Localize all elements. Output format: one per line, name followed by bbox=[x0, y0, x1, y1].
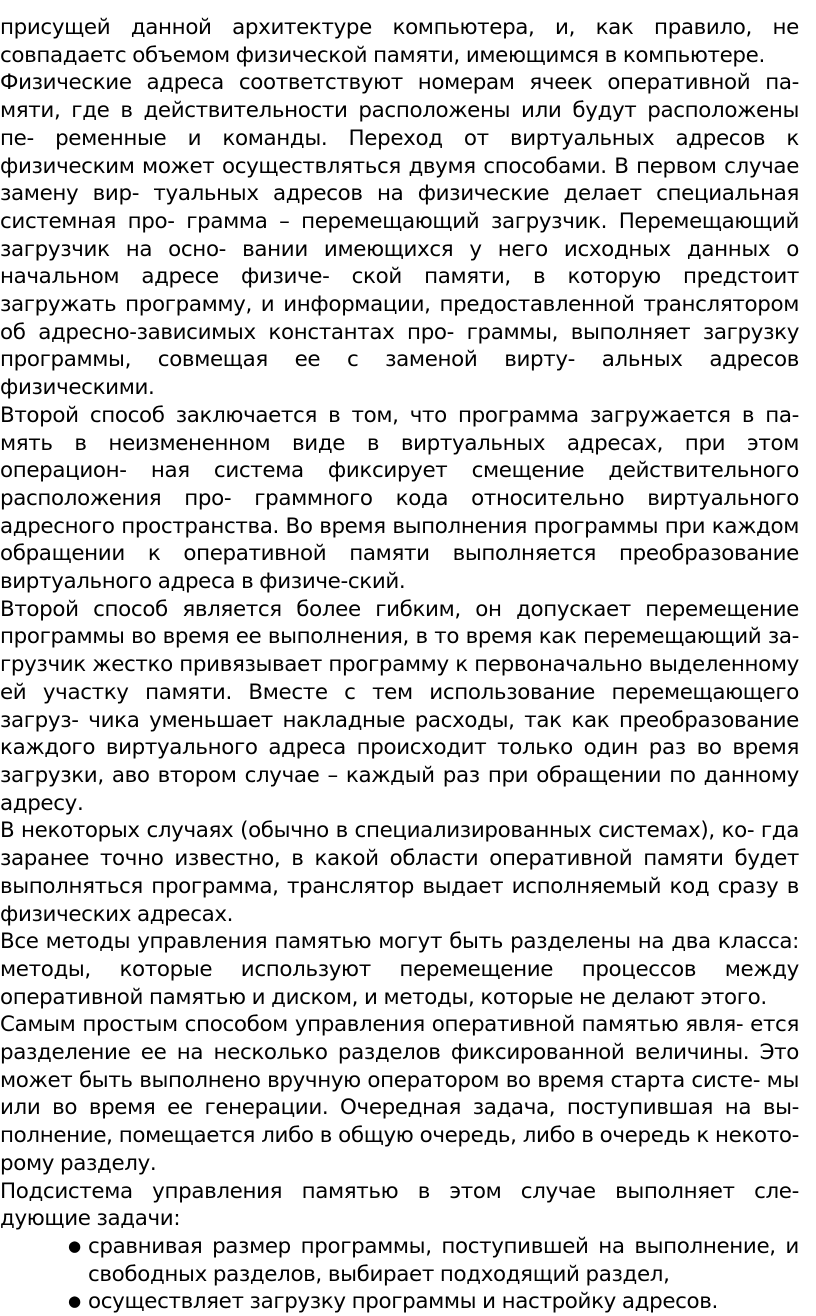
list-item-text: сравнивая размер программы, поступившей на выполнение, и свободных разделов, выбирает подходящий раздел, bbox=[88, 1233, 799, 1287]
list-item-text: осуществляет загрузку программы и настройку адресов. bbox=[88, 1289, 719, 1315]
bullet-icon: ● bbox=[68, 1292, 81, 1311]
paragraph-method-comparison: Второй способ является более гибким, он допускает перемещение программы во время ее выполнения, в то время как перемещающий за- грузчик жестко привязывает программу к первоначально выделенному ей участку памяти. Вместе с тем использование перемещающего загруз- чика уменьшает накладные расходы, так как преобразование каждого виртуального адреса происходит только один раз во время загрузки, аво втором случае – каждый раз при обращении по данному адресу. bbox=[0, 596, 799, 816]
paragraph-specialized-systems: В некоторых случаях (обычно в специализированных системах), ко- гда заранее точно известно, в какой области оперативной памяти будет выполняться программа, транслятор выдает исполняемый код сразу в физических адресах. bbox=[0, 818, 799, 927]
paragraph-physical-addresses: Физические адреса соответствуют номерам ячеек оперативной па- мяти, где в действительности расположены или будут расположены пе- ременные и команды. Переход от виртуальных адресов к физическим может осуществляться двумя способами. В первом случае замену вир- туальных адресов на физические делает специальная системная про- грамма – перемещающий загрузчик. Перемещающий загрузчик на осно- вании имеющихся у него исходных данных о начальном адресе физиче- ской памяти, в которую предстоит загружать программу, и информации, предоставленной транслятором об адресно-зависимых константах про- граммы, выполняет загрузку программы, совмещая ее с заменой вирту- альных адресов физическими. bbox=[0, 70, 799, 401]
list-item bbox=[68, 1288, 799, 1316]
task-list bbox=[0, 1233, 799, 1316]
paragraph-subsystem-tasks: Подсистема управления памятью в этом случае выполняет сле- дующие задачи: bbox=[0, 1178, 799, 1232]
paragraph-second-method: Второй способ заключается в том, что программа загружается в па- мять в неизмененном виде в виртуальных адресах, при этом операцион- ная система фиксирует смещение действительного расположения про- граммного кода относительно виртуального адресного пространства. Во время выполнения программы при каждом обращении к оперативной памяти выполняется преобразование виртуального адреса в физиче-ский. bbox=[0, 402, 799, 595]
paragraph-fixed-partitions: Самым простым способом управления оперативной памятью явля- ется разделение ее на несколько разделов фиксированной величины. Это может быть выполнено вручную оператором во время старта систе- мы или во время ее генерации. Очередная задача, поступившая на вы- полнение, помещается либо в общую очередь, либо в очередь к некото- рому разделу. bbox=[0, 1012, 799, 1176]
paragraph-virtual-address-intro: присущей данной архитектуре компьютера, и, как правило, не совпадаетс объемом физической памяти, имеющимся в компьютере. bbox=[0, 15, 799, 68]
paragraph-memory-methods-classes: Все методы управления памятью могут быть разделены на два класса: методы, которые используют перемещение процессов между оперативной памятью и диском, и методы, которые не делают этого. bbox=[0, 929, 799, 1010]
list-item bbox=[68, 1233, 799, 1288]
bullet-icon: ● bbox=[68, 1236, 81, 1255]
